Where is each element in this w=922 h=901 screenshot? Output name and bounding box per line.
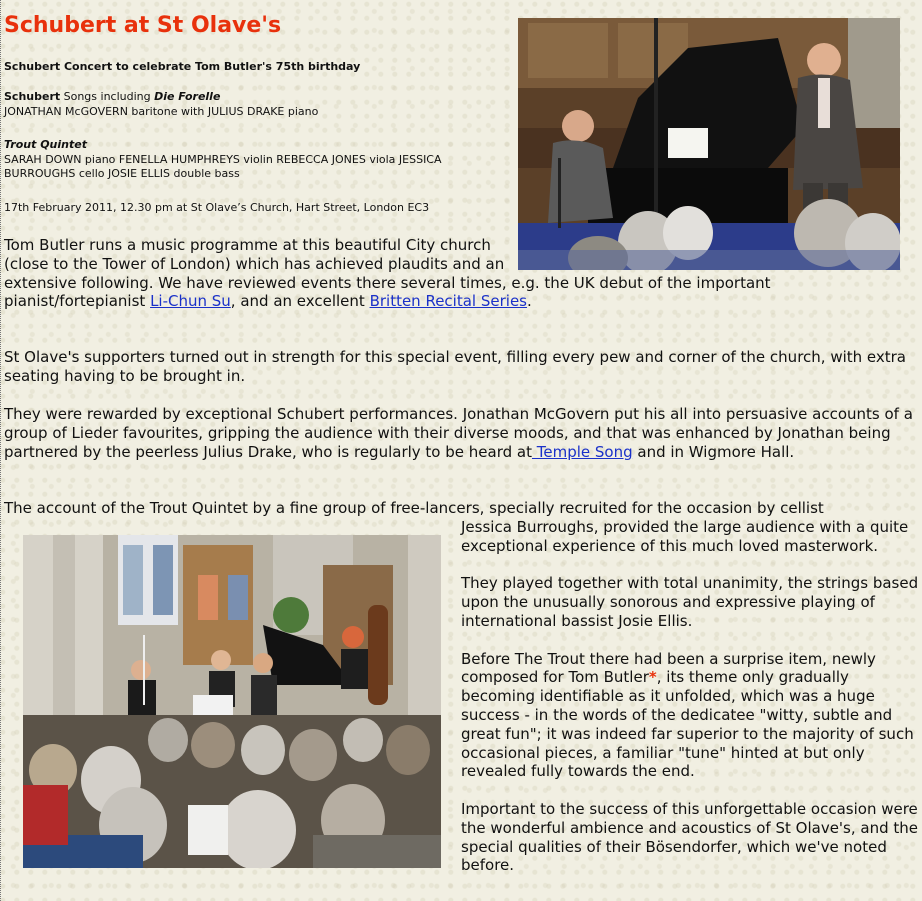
songs-programme: [4, 90, 318, 119]
concert-photo-trout-quintet: [23, 535, 441, 868]
concert-subtitle: Schubert Concert to celebrate Tom Butler's 75th birthday: [4, 60, 361, 73]
paragraph-5: They played together with total unanimity, the strings based upon the unusually sonorous and expressive playing of international bassist Josie Ellis.: [461, 574, 919, 630]
trout-title: Trout Quintet: [4, 138, 87, 151]
paragraph-3-text: They were rewarded by exceptional Schubert performances. Jonathan McGovern put his all into persuasive accounts of a group of Lieder favourites, gripping the audience with their diverse moods, and that was enhanced by Jonathan being partnered by the peerless Julius Drake, who is regularly to be heard at: [4, 405, 913, 461]
date-venue: 17th February 2011, 12.30 pm at St Olave’s Church, Hart Street, London EC3: [4, 201, 430, 214]
songs-performers: JONATHAN McGOVERN baritone with JULIUS DRAKE piano: [4, 104, 319, 118]
concert-photo-singer-pianist: [518, 18, 900, 270]
page-left-border: [0, 0, 3, 901]
page-title: Schubert at St Olave's: [4, 13, 282, 38]
songs-work: Die Forelle: [154, 90, 221, 103]
paragraph-6-text: Before The Trout there had been a surprise item, newly composed for Tom Butler: [461, 649, 876, 687]
paragraph-3: [4, 405, 918, 461]
songs-text: Songs including: [60, 90, 155, 103]
paragraph-6: [461, 650, 921, 782]
paragraph-1-text-c: .: [526, 292, 532, 311]
paragraph-4-start: The account of the Trout Quintet by a fine group of free-lancers, specially recruited for the occasion by cellist: [4, 499, 824, 517]
paragraph-7: Important to the success of this unforgettable occasion were the wonderful ambience and acoustics of St Olave's, and the special qualities of their Bösendorfer, which we've noted before.: [461, 799, 919, 875]
paragraph-4-end: Jessica Burroughs, provided the large audience with a quite exceptional experience of this much loved masterwork.: [461, 518, 909, 555]
paragraph-6-text-b: , its theme only gradually becoming identifiable as it unfolded, which was a huge success - in the words of the dedicatee "witty, subtle and great fun"; it was indeed far superior to the majority of such occasional pieces, a familiar "tune" hinted at but only revealed fully towards the end.: [461, 668, 914, 781]
songs-composer: Schubert: [4, 90, 61, 103]
paragraph-2: St Olave's supporters turned out in strength for this special event, filling every pew and corner of the church, with extra seating having to be brought in.: [4, 348, 906, 385]
right-column: [461, 518, 921, 894]
link-li-chun-su[interactable]: Li-Chun Su: [150, 292, 231, 311]
paragraph-1-text: Tom Butler runs a music programme at this beautiful City church (close to the Tower of London) which has achieved plaudits and an extensive following. We have reviewed events there several times, e.g. the UK debut of the important pianist/fortepianist: [4, 236, 771, 311]
link-britten-recital-series[interactable]: Britten Recital Series: [369, 292, 527, 311]
link-temple-song[interactable]: Temple Song: [531, 442, 633, 461]
trout-performers: SARAH DOWN piano FENELLA HUMPHREYS violin REBECCA JONES viola JESSICA BURROUGHS cello JOSIE ELLIS double bass: [4, 152, 442, 180]
paragraph-1: [4, 236, 916, 311]
trout-programme: [4, 138, 494, 182]
footnote-star[interactable]: *: [648, 668, 657, 687]
paragraph-1-text-b: , and an excellent: [230, 292, 370, 311]
paragraph-3-text-b: and in Wigmore Hall.: [632, 442, 795, 461]
